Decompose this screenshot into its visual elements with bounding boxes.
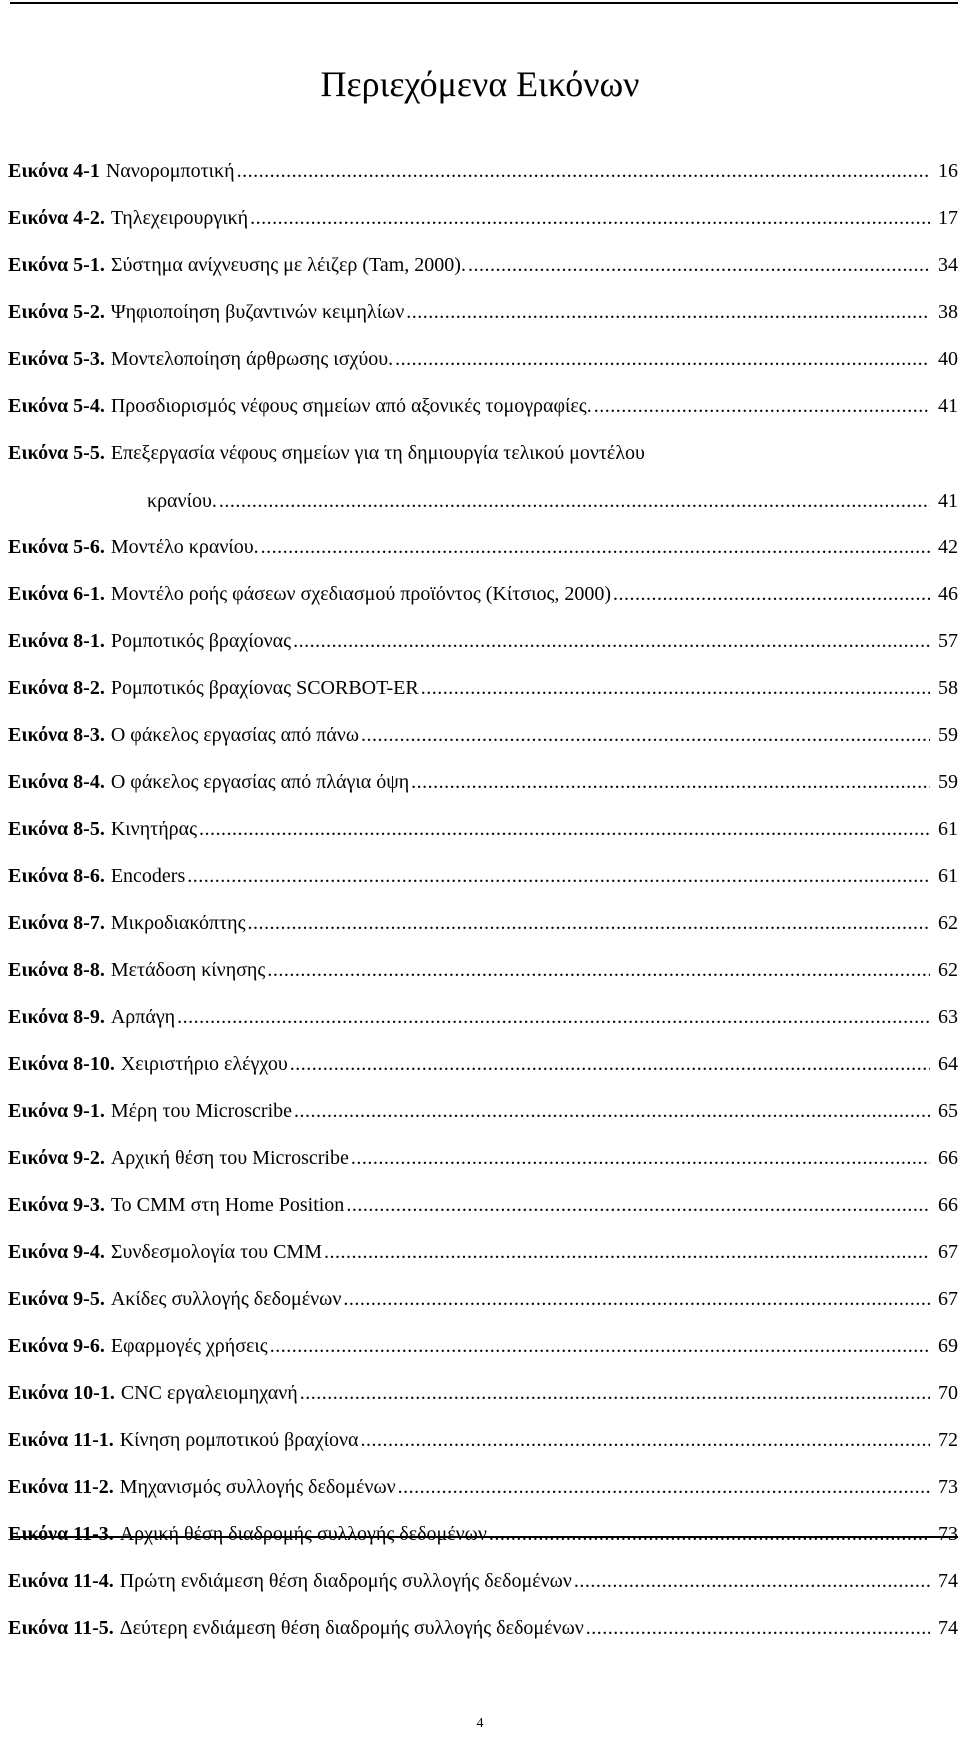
- dot-leader: [293, 628, 930, 654]
- dot-leader: [237, 158, 930, 184]
- dot-leader: [594, 393, 930, 419]
- figure-label: Εικόνα 9-4.: [8, 1241, 105, 1263]
- page-ref: 73: [938, 1523, 958, 1545]
- toc-entry[interactable]: [8, 628, 958, 675]
- toc-entry[interactable]: [8, 957, 958, 1004]
- figure-label: Εικόνα 5-2.: [8, 301, 105, 323]
- page-ref: 67: [938, 1288, 958, 1310]
- toc-entry[interactable]: [8, 722, 958, 769]
- dot-leader: [421, 675, 930, 701]
- dot-leader: [290, 1051, 930, 1077]
- figure-label: Εικόνα 9-3.: [8, 1194, 105, 1216]
- dot-leader: [398, 1474, 930, 1500]
- figure-title: Το CMM στη Home Position: [110, 1194, 345, 1216]
- dot-leader: [574, 1568, 930, 1594]
- toc-entry[interactable]: [8, 1286, 958, 1333]
- figure-label: Εικόνα 9-6.: [8, 1335, 105, 1357]
- figure-label: Εικόνα 5-3.: [8, 348, 105, 370]
- figure-title: Κίνηση ρομποτικού βραχίονα: [119, 1429, 359, 1451]
- figure-title: Μετάδοση κίνησης: [110, 959, 266, 981]
- figure-label: Εικόνα 9-2.: [8, 1147, 105, 1169]
- dot-leader: [468, 252, 930, 278]
- page-ref: 66: [938, 1147, 958, 1169]
- dot-leader: [586, 1615, 930, 1641]
- dot-leader: [261, 534, 930, 560]
- figure-title: Χειριστήριο ελέγχου: [120, 1053, 288, 1075]
- figure-label: Εικόνα 5-4.: [8, 395, 105, 417]
- figure-title: Ρομποτικός βραχίονας SCORBOT-ER: [110, 677, 419, 699]
- figure-title: Μοντέλο κρανίου.: [110, 536, 259, 558]
- page-ref: 59: [938, 724, 958, 746]
- figure-title: Αρχική θέση διαδρομής συλλογής δεδομένων: [119, 1523, 487, 1545]
- figure-title: Σύστημα ανίχνευσης με λέιζερ (Tam, 2000).: [110, 254, 466, 276]
- page-ref: 16: [938, 160, 958, 182]
- toc-entry[interactable]: [8, 346, 958, 393]
- figure-title: Κινητήρας: [110, 818, 198, 840]
- toc-entry[interactable]: [8, 675, 958, 722]
- dot-leader: [613, 581, 930, 607]
- page-ref: 65: [938, 1100, 958, 1122]
- toc-entry[interactable]: [8, 1192, 958, 1239]
- dot-leader: [177, 1004, 930, 1030]
- toc-entry[interactable]: [8, 1380, 958, 1427]
- page-ref: 73: [938, 1476, 958, 1498]
- page-ref: 66: [938, 1194, 958, 1216]
- toc-entry[interactable]: [8, 816, 958, 863]
- dot-leader: [250, 205, 930, 231]
- toc-entry[interactable]: [8, 440, 958, 534]
- toc-entry[interactable]: [8, 581, 958, 628]
- page-number: 4: [476, 1716, 484, 1731]
- figure-title: Ψηφιοποίηση βυζαντινών κειμηλίων: [110, 301, 405, 323]
- page-ref: 69: [938, 1335, 958, 1357]
- page-ref: 72: [938, 1429, 958, 1451]
- toc-entry[interactable]: [8, 769, 958, 816]
- figure-title: Προσδιορισμός νέφους σημείων από αξονικές τομογραφίες.: [110, 395, 592, 417]
- toc-entry[interactable]: [8, 158, 958, 205]
- figure-title: Πρώτη ενδιάμεση θέση διαδρομής συλλογής δεδομένων: [119, 1570, 572, 1592]
- dot-leader: [343, 1286, 930, 1312]
- figure-label: Εικόνα 8-1.: [8, 630, 105, 652]
- figure-label: Εικόνα 8-3.: [8, 724, 105, 746]
- page-ref: 67: [938, 1241, 958, 1263]
- figure-title: Δεύτερη ενδιάμεση θέση διαδρομής συλλογής δεδομένων: [119, 1617, 584, 1639]
- page-ref: 64: [938, 1053, 958, 1075]
- figure-title: Μικροδιακόπτης: [110, 912, 246, 934]
- figure-title: Αρχική θέση του Microscribe: [110, 1147, 349, 1169]
- figure-title: Ο φάκελος εργασίας από πάνω: [110, 724, 360, 746]
- figure-label: Εικόνα 11-3.: [8, 1523, 114, 1545]
- dot-leader: [267, 957, 930, 983]
- toc-entry[interactable]: [8, 1474, 958, 1521]
- figure-label: Εικόνα 9-5.: [8, 1288, 105, 1310]
- toc-entry[interactable]: [8, 910, 958, 957]
- dot-leader: [324, 1239, 930, 1265]
- figure-title: Ο φάκελος εργασίας από πλάγια όψη: [110, 771, 410, 793]
- page-ref: 58: [938, 677, 958, 699]
- figure-title: Μηχανισμός συλλογής δεδομένων: [119, 1476, 396, 1498]
- figure-title: Αρπάγη: [110, 1006, 176, 1028]
- dot-leader: [361, 722, 930, 748]
- dot-leader: [360, 1427, 930, 1453]
- dot-leader: [300, 1380, 930, 1406]
- figure-title: Συνδεσμολογία του CMM: [110, 1241, 322, 1263]
- toc-entry[interactable]: [8, 1004, 958, 1051]
- figure-title-continued: κρανίου.: [147, 490, 217, 512]
- figure-title: Μοντέλο ροής φάσεων σχεδιασμού προϊόντος (Κίτσιος, 2000): [110, 583, 612, 605]
- toc-entry[interactable]: [8, 205, 958, 252]
- bottom-rule: [10, 1536, 958, 1538]
- toc-entry[interactable]: [8, 1051, 958, 1098]
- page-ref: 41: [938, 395, 958, 417]
- toc-entry[interactable]: [8, 1615, 958, 1662]
- figure-label: Εικόνα 4-1: [8, 160, 100, 182]
- figure-title: Ρομποτικός βραχίονας: [110, 630, 292, 652]
- page-ref: 61: [938, 818, 958, 840]
- figure-title: Τηλεχειρουργική: [110, 207, 249, 229]
- dot-leader: [346, 1192, 930, 1218]
- page-ref: 62: [938, 912, 958, 934]
- toc-entry[interactable]: [8, 863, 958, 910]
- toc-entry[interactable]: [8, 1568, 958, 1615]
- figure-label: Εικόνα 8-5.: [8, 818, 105, 840]
- toc-entry[interactable]: [8, 1239, 958, 1286]
- dot-leader: [248, 910, 931, 936]
- dot-leader: [406, 299, 930, 325]
- page-ref: 34: [938, 254, 958, 276]
- figure-title: Νανορομποτική: [105, 160, 235, 182]
- page-ref: 59: [938, 771, 958, 793]
- dot-leader: [199, 816, 930, 842]
- figure-label: Εικόνα 11-1.: [8, 1429, 114, 1451]
- figure-title: CNC εργαλειομηχανή: [120, 1382, 298, 1404]
- page-ref: 74: [938, 1570, 958, 1592]
- page-ref: 63: [938, 1006, 958, 1028]
- figure-label: Εικόνα 8-4.: [8, 771, 105, 793]
- page-ref: 46: [938, 583, 958, 605]
- figure-label: Εικόνα 6-1.: [8, 583, 105, 605]
- toc-entry[interactable]: [8, 393, 958, 440]
- figure-label: Εικόνα 8-10.: [8, 1053, 115, 1075]
- page-ref: 61: [938, 865, 958, 887]
- figure-label: Εικόνα 8-6.: [8, 865, 105, 887]
- toc-entry[interactable]: [8, 1427, 958, 1474]
- figure-label: Εικόνα 5-6.: [8, 536, 105, 558]
- toc-entry[interactable]: [8, 1521, 958, 1568]
- figure-label: Εικόνα 8-9.: [8, 1006, 105, 1028]
- figure-title: Encoders: [110, 865, 186, 887]
- figure-title: Ακίδες συλλογής δεδομένων: [110, 1288, 342, 1310]
- figure-label: Εικόνα 5-5.: [8, 442, 105, 464]
- figure-label: Εικόνα 9-1.: [8, 1100, 105, 1122]
- figure-label: Εικόνα 11-2.: [8, 1476, 114, 1498]
- toc-entry[interactable]: [8, 534, 958, 581]
- figure-title: Επεξεργασία νέφους σημείων για τη δημιουργία τελικού μοντέλου: [110, 442, 645, 464]
- page-title: Περιεχόμενα Εικόνων: [320, 64, 640, 104]
- page-ref: 17: [938, 207, 958, 229]
- dot-leader: [489, 1521, 930, 1547]
- toc-entry[interactable]: [8, 252, 958, 299]
- page-ref: 74: [938, 1617, 958, 1639]
- figure-label: Εικόνα 11-4.: [8, 1570, 114, 1592]
- figure-label: Εικόνα 11-5.: [8, 1617, 114, 1639]
- figure-label: Εικόνα 8-8.: [8, 959, 105, 981]
- toc-entry[interactable]: [8, 1333, 958, 1380]
- page-ref: 41: [938, 490, 958, 512]
- toc-entry[interactable]: [8, 299, 958, 346]
- figure-title: Μοντελοποίηση άρθρωσης ισχύου.: [110, 348, 394, 370]
- dot-leader: [411, 769, 930, 795]
- page-ref: 70: [938, 1382, 958, 1404]
- figure-title: Μέρη του Microscribe: [110, 1100, 293, 1122]
- page-ref: 57: [938, 630, 958, 652]
- figure-label: Εικόνα 8-2.: [8, 677, 105, 699]
- dot-leader: [187, 863, 930, 889]
- page-ref: 40: [938, 348, 958, 370]
- figure-label: Εικόνα 4-2.: [8, 207, 105, 229]
- toc-entry[interactable]: [8, 1145, 958, 1192]
- page-ref: 62: [938, 959, 958, 981]
- dot-leader: [351, 1145, 930, 1171]
- dot-leader: [219, 488, 930, 514]
- toc-entry[interactable]: [8, 1098, 958, 1145]
- top-rule: [10, 2, 958, 4]
- page-ref: 42: [938, 536, 958, 558]
- figure-label: Εικόνα 5-1.: [8, 254, 105, 276]
- figure-title: Εφαρμογές χρήσεις: [110, 1335, 268, 1357]
- figure-label: Εικόνα 8-7.: [8, 912, 105, 934]
- dot-leader: [270, 1333, 930, 1359]
- page-ref: 38: [938, 301, 958, 323]
- dot-leader: [395, 346, 930, 372]
- table-of-figures: [8, 158, 958, 1662]
- dot-leader: [294, 1098, 930, 1124]
- figure-label: Εικόνα 10-1.: [8, 1382, 115, 1404]
